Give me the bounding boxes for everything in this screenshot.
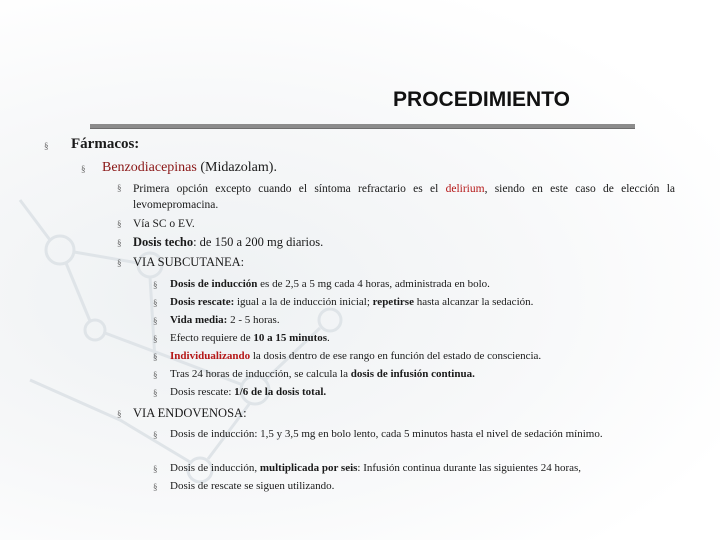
item-via-endovenosa: VIA ENDOVENOSA: <box>133 406 247 420</box>
bullet-icon: § <box>117 183 122 193</box>
bullet-icon: § <box>153 464 158 474</box>
bullet-icon: § <box>153 482 158 492</box>
drug-benzodiacepinas: Benzodiacepinas (Midazolam). <box>102 160 277 175</box>
sc-dosis-rescate-total: Dosis rescate: 1/6 de la dosis total. <box>170 386 327 398</box>
item-dosis-techo: Dosis techo: de 150 a 200 mg diarios. <box>133 235 324 249</box>
drug-name: Benzodiacepinas <box>102 160 197 175</box>
bullet-icon: § <box>117 238 122 248</box>
sc-vida-media: Vida media: 2 - 5 horas. <box>170 314 280 326</box>
ev-multiplicada: Dosis de inducción, multiplicada por seis: Infusión continua durante las siguientes 24 horas, <box>170 462 582 474</box>
bullet-icon: § <box>117 409 122 419</box>
bullet-icon: § <box>153 298 158 308</box>
sc-dosis-induccion: Dosis de inducción es de 2,5 a 5 mg cada 4 horas, administrada en bolo. <box>170 278 490 290</box>
item-primera-opcion: Primera opción excepto cuando el síntoma refractario es el delirium, siendo en este caso de elección la levomepromacina. <box>133 183 675 211</box>
ev-dosis-induccion: Dosis de inducción: 1,5 y 3,5 mg en bolo lento, cada 5 minutos hasta el nivel de sedación mínimo. <box>170 428 603 440</box>
sc-efecto: Efecto requiere de 10 a 15 minutos. <box>170 332 330 344</box>
slide-title: PROCEDIMIENTO <box>393 88 570 111</box>
bullet-icon: § <box>117 258 122 268</box>
item-via-subcutanea: VIA SUBCUTANEA: <box>133 255 245 269</box>
bullet-icon: § <box>117 219 122 229</box>
item-via: Vía SC o EV. <box>133 218 195 230</box>
ev-dosis-rescate: Dosis de rescate se siguen utilizando. <box>170 480 335 492</box>
title-underline <box>90 124 635 129</box>
bullet-icon: § <box>153 316 158 326</box>
bullet-icon: § <box>153 370 158 380</box>
bullet-icon: § <box>153 430 158 440</box>
bullet-icon: § <box>153 388 158 398</box>
bullet-icon: § <box>153 334 158 344</box>
bullet-icon: § <box>81 164 86 174</box>
section-farmacos: Fármacos: <box>71 136 140 152</box>
sc-dosis-rescate: Dosis rescate: igual a la de inducción inicial; repetirse hasta alcanzar la sedación. <box>170 296 534 308</box>
bullet-icon: § <box>44 141 49 151</box>
bullet-icon: § <box>153 352 158 362</box>
sc-individualizando: Individualizando la dosis dentro de ese rango en función del estado de consciencia. <box>170 350 542 362</box>
sc-tras-24-horas: Tras 24 horas de inducción, se calcula la dosis de infusión continua. <box>170 368 475 380</box>
bullet-icon: § <box>153 280 158 290</box>
